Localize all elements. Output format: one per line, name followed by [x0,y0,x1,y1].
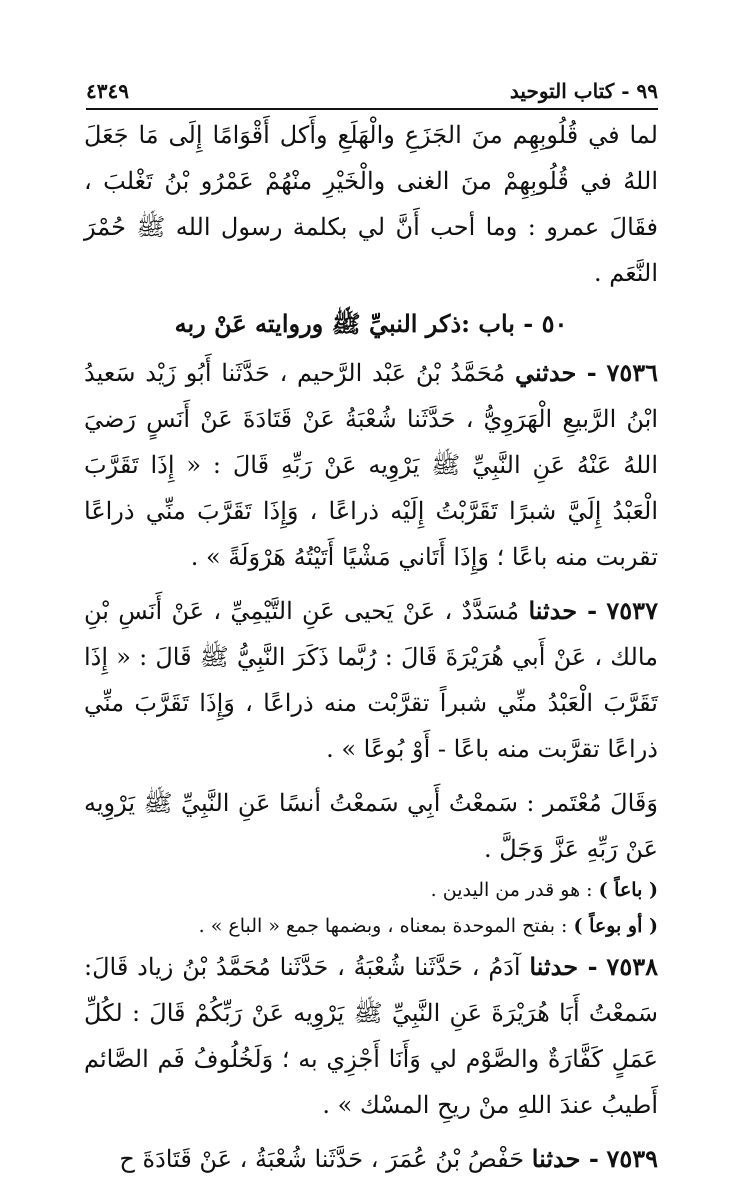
hadith-number: ٧٥٣٧ [606,596,658,625]
note-term: ( باعاً ) [598,879,658,901]
hadith-lead: حدثني [514,358,577,387]
intro-paragraph: لما في قُلُوبِهِم منَ الجَزَعِ والْهَلَعِ وأَكل أَقْوَامًا إِلَى مَا جَعَلَ اللهُ في قُلُوبِهِمْ منَ الغنى والْخَيْرِ منْهُمْ عَمْرُو بْنُ تَغْلبَ ، فقَالَ عمرو : وما أحب أَنَّ لي بكلمة رسول الله ﷺ حُمْرَ النَّعَم . [84,121,658,287]
hadith-text: آدَمُ ، حَدَّثَنا شُعْبَةُ ، حَدَّثَنا مُحَمَّدُ بْنُ زياد قَالَ: سَمعْتُ أَبَا هُرَيْرَةَ عَنِ النَّبِيِّ ﷺ يَرْوِيه عَنْ رَبِّكُمْ قَالَ : لكُلِّ عَمَلٍ كَفَّارَةٌ والصَّوْم لي وَأَنَا أَجْزِي به ؛ وَلَخُلُوفُ فَم الصَّائم أَطيبُ عندَ اللهِ منْ ريحِ المسْك » . [84,953,658,1119]
hadith-lead: حدثنا [528,596,578,625]
footnote-baan [84,872,658,908]
hadith-number: ٧٥٣٩ [606,1144,658,1173]
hadith-text: حَفْصُ بْنُ عُمَرَ ، حَدَّثَنا شُعْبَةُ ، عَنْ قَتَادَةَ ح [119,1145,525,1173]
hadith-number: ٧٥٣٦ [606,358,658,387]
mutamir-paragraph: وَقَالَ مُعْتَمر : سَمعْتُ أَبِي سَمعْتُ أنسًا عَنِ النَّبِيِّ ﷺ يَرْوِيه عَنْ رَبِّهِ عَزَّ وَجَلَّ . [84,789,658,863]
hadith-lead: حدثنا [531,1144,581,1173]
running-title: ٩٩ - كتاب التوحيد [509,79,658,103]
hadith-text: مُحَمَّدُ بْنُ عَبْد الرَّحيم ، حَدَّثَنا أَبُو زَيْد سَعيدُ ابْنُ الرَّبيعِ الْهَرَوِيُّ ، حَدَّثَنا شُعْبَةُ عَنْ قَتَادَةَ عَنْ أَنَسٍ رَضيَ اللهُ عَنْهُ عَنِ النَّبِيِّ ﷺ يَرْوِيه عَنْ رَبِّهِ قَالَ : « إِذَا تَقَرَّبَ الْعَبْدُ إِلَيَّ شبرًا تَقَرَّبْتُ إِلَيْه ذراعًا ، وَإِذَا تَقَرَّبَ منِّي ذراعًا تقربت منه باعًا ؛ وَإِذَا أَتَاني مَشْيًا أَتَيْتُهُ هَرْوَلَةً » . [84,359,658,571]
hadith-number: ٧٥٣٨ [606,952,658,981]
footnote-bawan [84,908,658,944]
hadith-lead: حدثنا [529,952,579,981]
hadith-7537: ٧٥٣٧ - حدثنا مُسَدَّدٌ ، عَنْ يَحيى عَنِ التَّيْمِيِّ ، عَنْ أَنَسِ بْنِ مالك ، عَنْ أَبي هُرَيْرَةَ قَالَ : رُبَّما ذَكَرَ النَّبِيُّ ﷺ قَالَ : « إِذَا تَقَرَّبَ الْعَبْدُ منِّي شبراً تقرَّبْت منه ذراعًا ، وَإِذَا تَقَرَّبَ منِّي ذراعًا تقرَّبت منه باعًا - أَوْ بُوعًا » . [84,596,658,763]
hadith-7538: ٧٥٣٨ - حدثنا آدَمُ ، حَدَّثَنا شُعْبَةُ ، حَدَّثَنا مُحَمَّدُ بْنُ زياد قَالَ: سَمعْتُ أَبَا هُرَيْرَةَ عَنِ النَّبِيِّ ﷺ يَرْوِيه عَنْ رَبِّكُمْ قَالَ : لكُلِّ عَمَلٍ كَفَّارَةٌ والصَّوْم لي وَأَنَا أَجْزِي به ؛ وَلَخُلُوفُ فَم الصَّائم أَطيبُ عندَ اللهِ منْ ريحِ المسْك » . [84,952,658,1119]
note-term: ( أو بوعاً ) [573,915,658,937]
page-number: ٤٣٤٩ [86,79,129,103]
page-body [84,112,658,1182]
hadith-7536: ٧٥٣٦ - حدثني مُحَمَّدُ بْنُ عَبْد الرَّحيم ، حَدَّثَنا أَبُو زَيْد سَعيدُ ابْنُ الرَّبيعِ الْهَرَوِيُّ ، حَدَّثَنا شُعْبَةُ عَنْ قَتَادَةَ عَنْ أَنَسٍ رَضيَ اللهُ عَنْهُ عَنِ النَّبِيِّ ﷺ يَرْوِيه عَنْ رَبِّهِ قَالَ : « إِذَا تَقَرَّبَ الْعَبْدُ إِلَيَّ شبرًا تَقَرَّبْتُ إِلَيْه ذراعًا ، وَإِذَا تَقَرَّبَ منِّي ذراعًا تقربت منه باعًا ؛ وَإِذَا أَتَاني مَشْيًا أَتَيْتُهُ هَرْوَلَةً » . [84,358,658,571]
page-header [86,74,658,110]
note-gloss: : بفتح الموحدة بمعناه ، وبضمها جمع « الباع » . [198,915,574,937]
note-gloss: : هو قدر من اليدين . [430,879,599,901]
chapter-heading: ٥٠ - باب :ذكر النبيِّ ﷺ وروايته عَنْ ربه [174,309,568,338]
hadith-7539: ٧٥٣٩ - حدثنا حَفْصُ بْنُ عُمَرَ ، حَدَّثَنا شُعْبَةُ ، عَنْ قَتَادَةَ ح [119,1144,658,1173]
hadith-text: مُسَدَّدٌ ، عَنْ يَحيى عَنِ التَّيْمِيِّ ، عَنْ أَنَسِ بْنِ مالك ، عَنْ أَبي هُرَيْرَةَ قَالَ : رُبَّما ذَكَرَ النَّبِيُّ ﷺ قَالَ : « إِذَا تَقَرَّبَ الْعَبْدُ منِّي شبراً تقرَّبْت منه ذراعًا ، وَإِذَا تَقَرَّبَ منِّي ذراعًا تقرَّبت منه باعًا - أَوْ بُوعًا » . [84,597,658,763]
